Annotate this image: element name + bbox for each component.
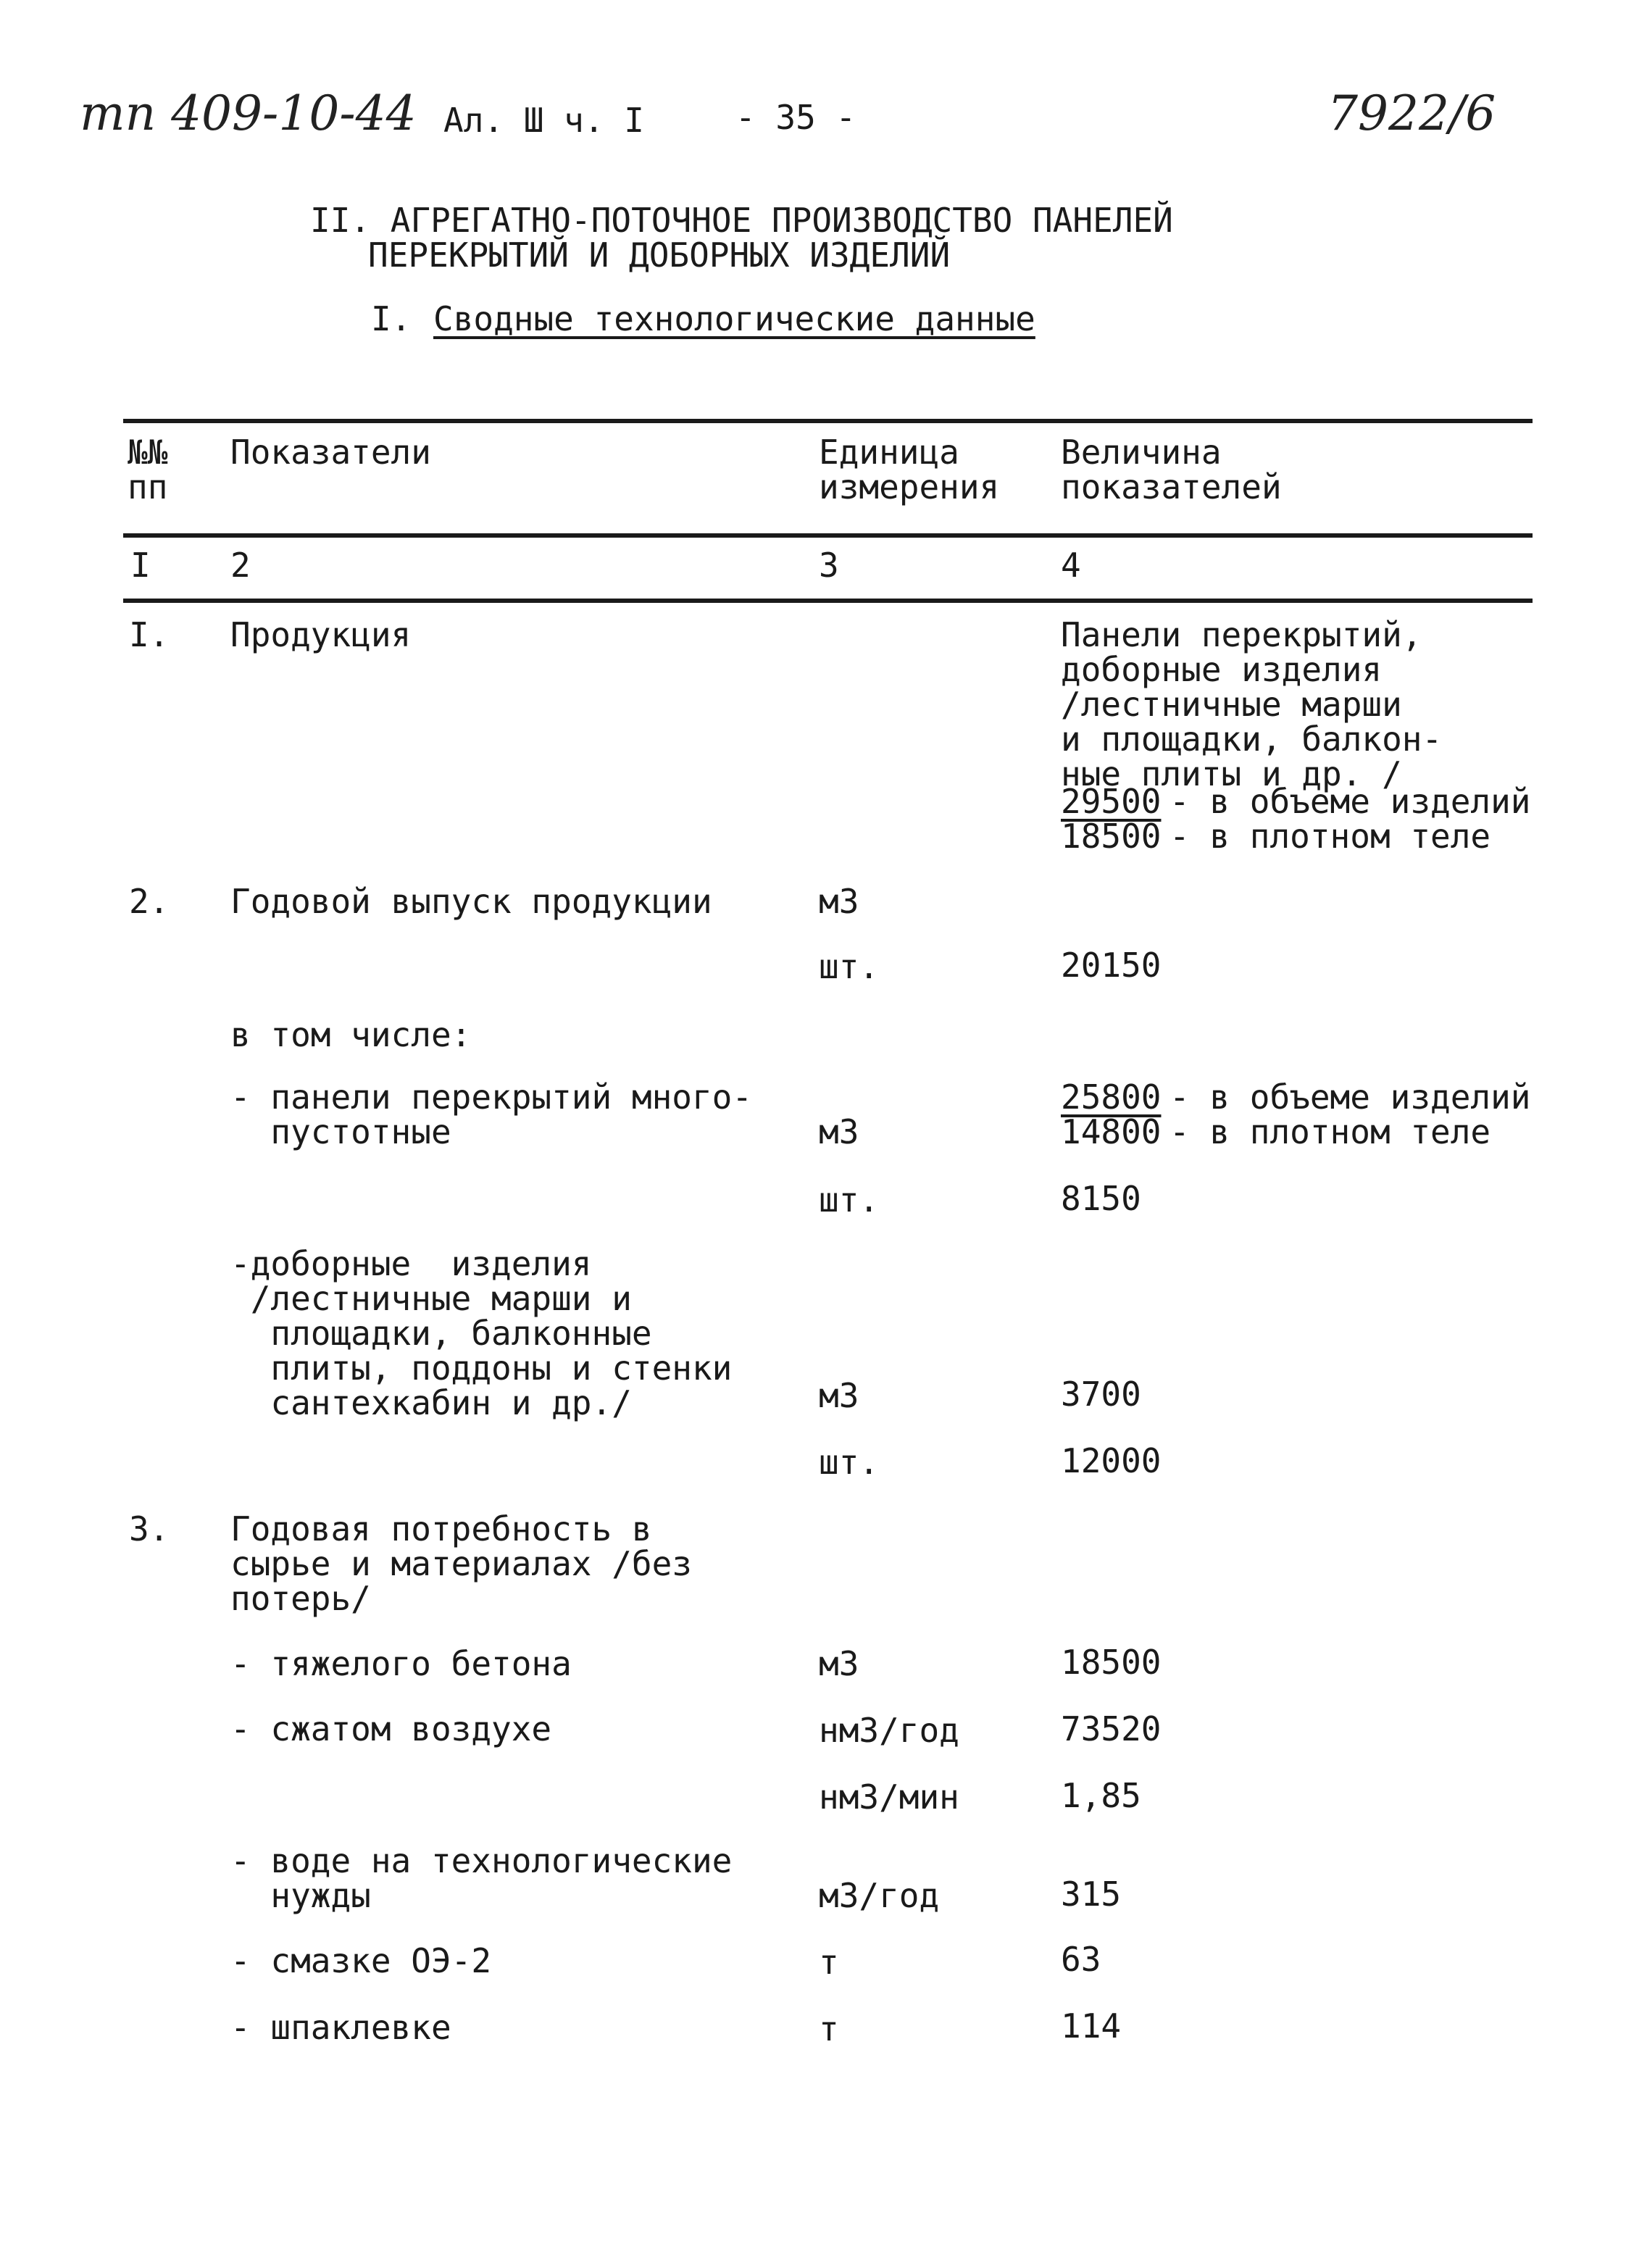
row-unit: шт.: [819, 947, 880, 986]
value-volume-note: - в объеме изделий: [1170, 1077, 1531, 1117]
row-unit: нм3/мин: [819, 1777, 959, 1817]
subsection-title: Сводные технологические данные: [433, 299, 1035, 338]
column-number-1: I: [130, 546, 151, 585]
row-indicator: - воде на технологические нужды: [230, 1841, 733, 1915]
column-number-4: 4: [1061, 546, 1081, 585]
value-volume: 29500: [1061, 782, 1162, 821]
column-number-3: 3: [819, 546, 839, 585]
row-indicator: Годовой выпуск продукции: [230, 882, 712, 921]
table-numbers-rule: [123, 599, 1533, 603]
section-title-line2: ПЕРЕКРЫТИЙ И ДОБОРНЫХ ИЗДЕЛИЙ: [368, 235, 951, 275]
row-indicator: - смазке ОЭ-2: [230, 1941, 492, 1980]
row-indicator: -доборные изделия /лестничные марши и площадки, балконные плиты, поддоны и стенки сантехкабин и др./: [230, 1244, 733, 1422]
column-header-number: №№ пп: [128, 433, 168, 506]
including-label: в том числе:: [230, 1015, 472, 1054]
row-unit: т: [819, 2009, 839, 2048]
row-indicator: - сжатом воздухе: [230, 1709, 552, 1748]
value-volume-note: - в объеме изделий: [1170, 782, 1531, 821]
column-header-value: Величина показателей: [1061, 433, 1282, 506]
value-solid: 14800: [1061, 1112, 1162, 1151]
row-value: Панели перекрытий, доборные изделия /лестничные марши и площадки, балкон- ные плиты и др. /: [1061, 615, 1443, 793]
column-number-2: 2: [230, 546, 251, 585]
column-header-unit: Единица измерения: [819, 433, 1000, 506]
row-number: 3.: [129, 1509, 170, 1548]
row-value: 114: [1061, 2006, 1122, 2046]
row-value: 315: [1061, 1875, 1122, 1914]
row-unit: м3: [819, 1112, 859, 1151]
row-indicator: - шпаклевке: [230, 2008, 451, 2047]
document-code: тп 409-10-44: [80, 86, 417, 141]
value-solid-note: - в плотном теле: [1170, 817, 1491, 856]
row-value: 73520: [1061, 1709, 1162, 1748]
inventory-number: 7922/6: [1327, 86, 1496, 141]
row-value: 20150: [1061, 946, 1162, 985]
row-indicator: Годовая потребность в сырье и материалах /без потерь/: [230, 1509, 692, 1618]
row-value: 18500: [1061, 1643, 1162, 1682]
row-value: 12000: [1061, 1441, 1162, 1480]
row-number: I.: [129, 615, 170, 654]
row-unit: м3/год: [819, 1876, 940, 1915]
row-indicator: - панели перекрытий много- пустотные: [230, 1077, 753, 1151]
row-value: 1,85: [1061, 1776, 1141, 1815]
row-unit: т: [819, 1943, 839, 1982]
row-indicator: Продукция: [230, 615, 412, 654]
row-unit: нм3/год: [819, 1711, 959, 1750]
row-unit: м3: [819, 882, 859, 921]
row-unit: м3: [819, 1376, 859, 1415]
value-solid-note: - в плотном теле: [1170, 1112, 1491, 1151]
row-unit: м3: [819, 1644, 859, 1683]
row-indicator: - тяжелого бетона: [230, 1644, 572, 1683]
subsection-number: I.: [371, 299, 412, 338]
value-volume: 25800: [1061, 1077, 1162, 1117]
row-unit: шт.: [819, 1180, 880, 1220]
row-unit: шт.: [819, 1443, 880, 1482]
row-number: 2.: [129, 882, 170, 921]
row-value: 63: [1061, 1940, 1101, 1979]
album-reference: Ал. Ш ч. I: [443, 101, 644, 140]
value-solid: 18500: [1061, 817, 1162, 856]
page-number: - 35 -: [735, 98, 856, 137]
table-top-rule: [123, 419, 1533, 423]
row-value: 8150: [1061, 1179, 1141, 1218]
column-header-indicators: Показатели: [230, 433, 431, 472]
row-value: 3700: [1061, 1375, 1141, 1414]
table-header-rule: [123, 533, 1533, 538]
section-title-line1: II. АГРЕГАТНО-ПОТОЧНОЕ ПРОИЗВОДСТВО ПАНЕЛЕЙ: [310, 201, 1173, 240]
